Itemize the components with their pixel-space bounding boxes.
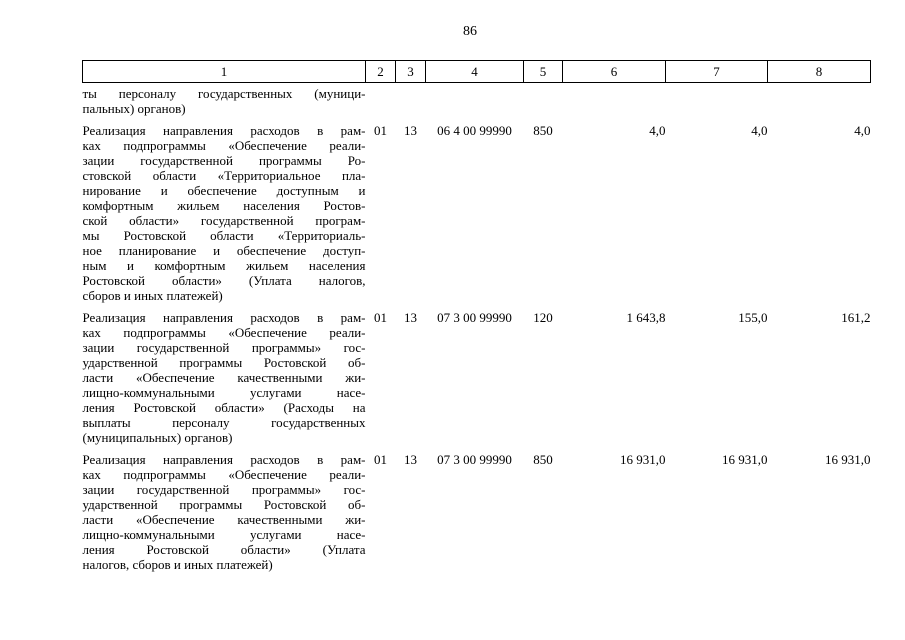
empty-cell <box>524 83 563 117</box>
column-header-5: 5 <box>524 61 563 83</box>
text-line: ударственной программы Ростовской об- <box>82 355 366 370</box>
text-line: лищно-коммунальными услугами насе- <box>82 527 366 542</box>
text-line: Реализация направления расходов в рам- <box>82 452 366 467</box>
column-header-1: 1 <box>83 61 366 83</box>
carryover-text-cell <box>83 83 366 117</box>
table-row <box>83 303 871 445</box>
value-cell: 01 <box>374 310 387 325</box>
value-cell: 850 <box>533 123 553 138</box>
text-line: ления Ростовской области» (Уплата <box>82 542 366 557</box>
value-cell: 16 931,0 <box>722 452 768 467</box>
program-name-cell <box>83 445 366 572</box>
text-line: мы Ростовской области «Территориаль- <box>82 228 366 243</box>
text-line: (муниципальных) органов) <box>82 430 233 445</box>
value-cell: 13 <box>404 310 417 325</box>
column-header-8: 8 <box>768 61 871 83</box>
text-line: зации государственной программы Ро- <box>82 153 366 168</box>
value-cell: 4,0 <box>751 123 768 138</box>
value-cell: 1 643,8 <box>626 310 666 325</box>
text-line: зации государственной программы» гос- <box>82 482 366 497</box>
empty-cell <box>768 83 871 117</box>
text-line: Ростовской области» (Уплата налогов, <box>82 273 366 288</box>
value-cell: 155,0 <box>738 310 768 325</box>
text-line: сборов и иных платежей) <box>82 288 223 303</box>
value-cell: 4,0 <box>649 123 666 138</box>
column-header-4: 4 <box>426 61 524 83</box>
page-number: 86 <box>463 24 477 39</box>
text-line: ударственной программы Ростовской об- <box>82 497 366 512</box>
column-header-6: 6 <box>563 61 666 83</box>
text-line: зации государственной программы» гос- <box>82 340 366 355</box>
page-content <box>82 60 870 572</box>
table-row <box>83 116 871 303</box>
value-cell: 850 <box>533 452 553 467</box>
value-cell: 161,2 <box>841 310 871 325</box>
column-header-7: 7 <box>666 61 768 83</box>
text-line: выплаты персоналу государственных <box>82 415 366 430</box>
value-cell: 01 <box>374 123 387 138</box>
text-line: пальных) органов) <box>82 101 186 116</box>
value-cell: 120 <box>533 310 553 325</box>
text-line: Реализация направления расходов в рам- <box>82 310 366 325</box>
empty-cell <box>396 83 426 117</box>
program-name-cell <box>83 116 366 303</box>
program-name-cell <box>83 303 366 445</box>
text-line: Реализация направления расходов в рам- <box>82 123 366 138</box>
text-line: комфортным жильем населения Ростов- <box>82 198 366 213</box>
empty-cell <box>366 83 396 117</box>
value-cell: 07 3 00 99990 <box>437 452 512 467</box>
text-line: налогов, сборов и иных платежей) <box>82 557 273 572</box>
text-line: нирование и обеспечение доступным и <box>82 183 366 198</box>
column-header-2: 2 <box>366 61 396 83</box>
value-cell: 06 4 00 99990 <box>437 123 512 138</box>
value-cell: 07 3 00 99990 <box>437 310 512 325</box>
table-body <box>83 83 871 573</box>
value-cell: 4,0 <box>854 123 871 138</box>
table-header-row <box>83 61 871 83</box>
value-cell: 13 <box>404 452 417 467</box>
text-line: ное планирование и обеспечение доступ- <box>82 243 366 258</box>
carryover-row <box>83 83 871 117</box>
table-row <box>83 445 871 572</box>
text-line: ках подпрограммы «Обеспечение реали- <box>82 325 366 340</box>
budget-table <box>82 60 871 572</box>
text-line: ты персоналу государственных (муници- <box>82 86 366 101</box>
text-line: ласти «Обеспечение качественными жи- <box>82 512 366 527</box>
value-cell: 01 <box>374 452 387 467</box>
text-line: ках подпрограммы «Обеспечение реали- <box>82 467 366 482</box>
empty-cell <box>426 83 524 117</box>
value-cell: 13 <box>404 123 417 138</box>
text-line: ках подпрограммы «Обеспечение реали- <box>82 138 366 153</box>
text-line: ным и комфортным жильем населения <box>82 258 366 273</box>
text-line: лищно-коммунальными услугами насе- <box>82 385 366 400</box>
value-cell: 16 931,0 <box>620 452 666 467</box>
text-line: ласти «Обеспечение качественными жи- <box>82 370 366 385</box>
empty-cell <box>666 83 768 117</box>
text-line: ления Ростовской области» (Расходы на <box>82 400 366 415</box>
text-line: ской области» государственной програм- <box>82 213 366 228</box>
column-header-3: 3 <box>396 61 426 83</box>
value-cell: 16 931,0 <box>825 452 871 467</box>
text-line: стовской области «Территориальное пла- <box>82 168 366 183</box>
empty-cell <box>563 83 666 117</box>
